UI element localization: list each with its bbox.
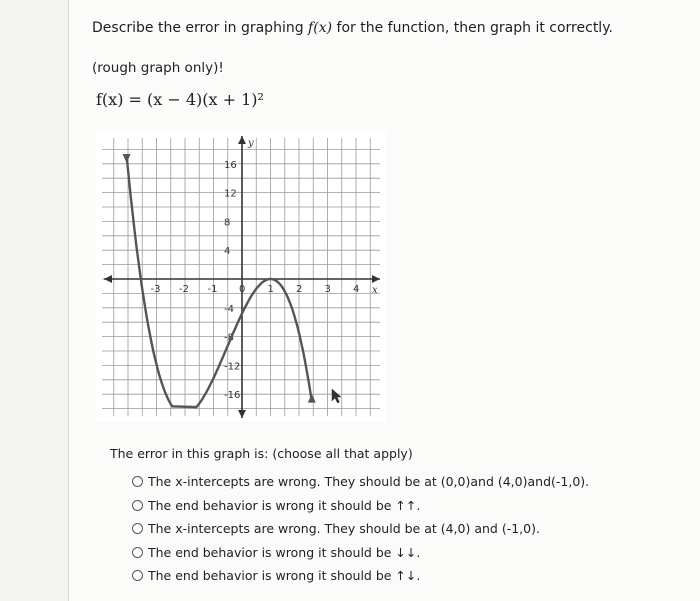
option-3-label: The x-intercepts are wrong. They should be at (4,0) and (-1,0). xyxy=(148,521,540,537)
option-3-radio[interactable] xyxy=(132,523,143,534)
y-tick-label: -16 xyxy=(224,390,241,402)
mouse-cursor-icon xyxy=(331,388,345,408)
option-4-radio[interactable] xyxy=(132,547,143,558)
x-tick-label: 1 xyxy=(267,284,274,295)
option-3[interactable] xyxy=(132,517,589,541)
option-4-label: The end behavior is wrong it should be ↓↓. xyxy=(148,544,421,560)
y-tick-label: -8 xyxy=(224,332,234,344)
x-tick-label: -2 xyxy=(179,284,189,295)
x-tick-label: 0 xyxy=(239,284,246,295)
function-formula: f(x) = (x − 4)(x + 1)² xyxy=(96,90,264,109)
options-list xyxy=(132,470,589,588)
question-prefix: Describe the error in graphing xyxy=(92,20,309,36)
option-2[interactable] xyxy=(132,494,589,518)
x-tick-label: -1 xyxy=(207,284,218,295)
question-text xyxy=(92,20,613,36)
question-note: (rough graph only)! xyxy=(92,60,224,76)
option-5[interactable] xyxy=(132,564,589,588)
x-axis-label: x xyxy=(372,285,378,296)
answer-prompt: The error in this graph is: (choose all that apply) xyxy=(110,446,413,461)
option-5-radio[interactable] xyxy=(132,570,143,581)
y-tick-label: 4 xyxy=(224,246,231,258)
option-4[interactable] xyxy=(132,541,589,565)
x-tick-label: -3 xyxy=(150,284,161,295)
y-tick-label: -12 xyxy=(224,361,241,373)
option-2-label: The end behavior is wrong it should be ↑↑. xyxy=(148,497,421,513)
y-tick-label: 8 xyxy=(224,217,231,229)
y-axis-label: y xyxy=(248,138,254,149)
question-function: f(x) xyxy=(308,20,333,36)
x-tick-label: 2 xyxy=(296,284,303,295)
option-1-radio[interactable] xyxy=(132,476,143,487)
y-tick-label: 12 xyxy=(224,188,237,200)
option-1[interactable] xyxy=(132,470,589,494)
x-tick-label: 4 xyxy=(353,284,360,295)
y-tick-label: 16 xyxy=(224,159,237,171)
x-tick-label: 3 xyxy=(324,284,331,295)
question-suffix: for the function, then graph it correctly. xyxy=(332,20,613,36)
option-2-radio[interactable] xyxy=(132,500,143,511)
option-5-label: The end behavior is wrong it should be ↑↓. xyxy=(148,568,421,584)
graph xyxy=(96,132,386,422)
option-1-label: The x-intercepts are wrong. They should be at (0,0)and (4,0)and(-1,0). xyxy=(148,474,590,490)
y-tick-label: -4 xyxy=(224,303,234,315)
graph-svg xyxy=(96,132,386,422)
